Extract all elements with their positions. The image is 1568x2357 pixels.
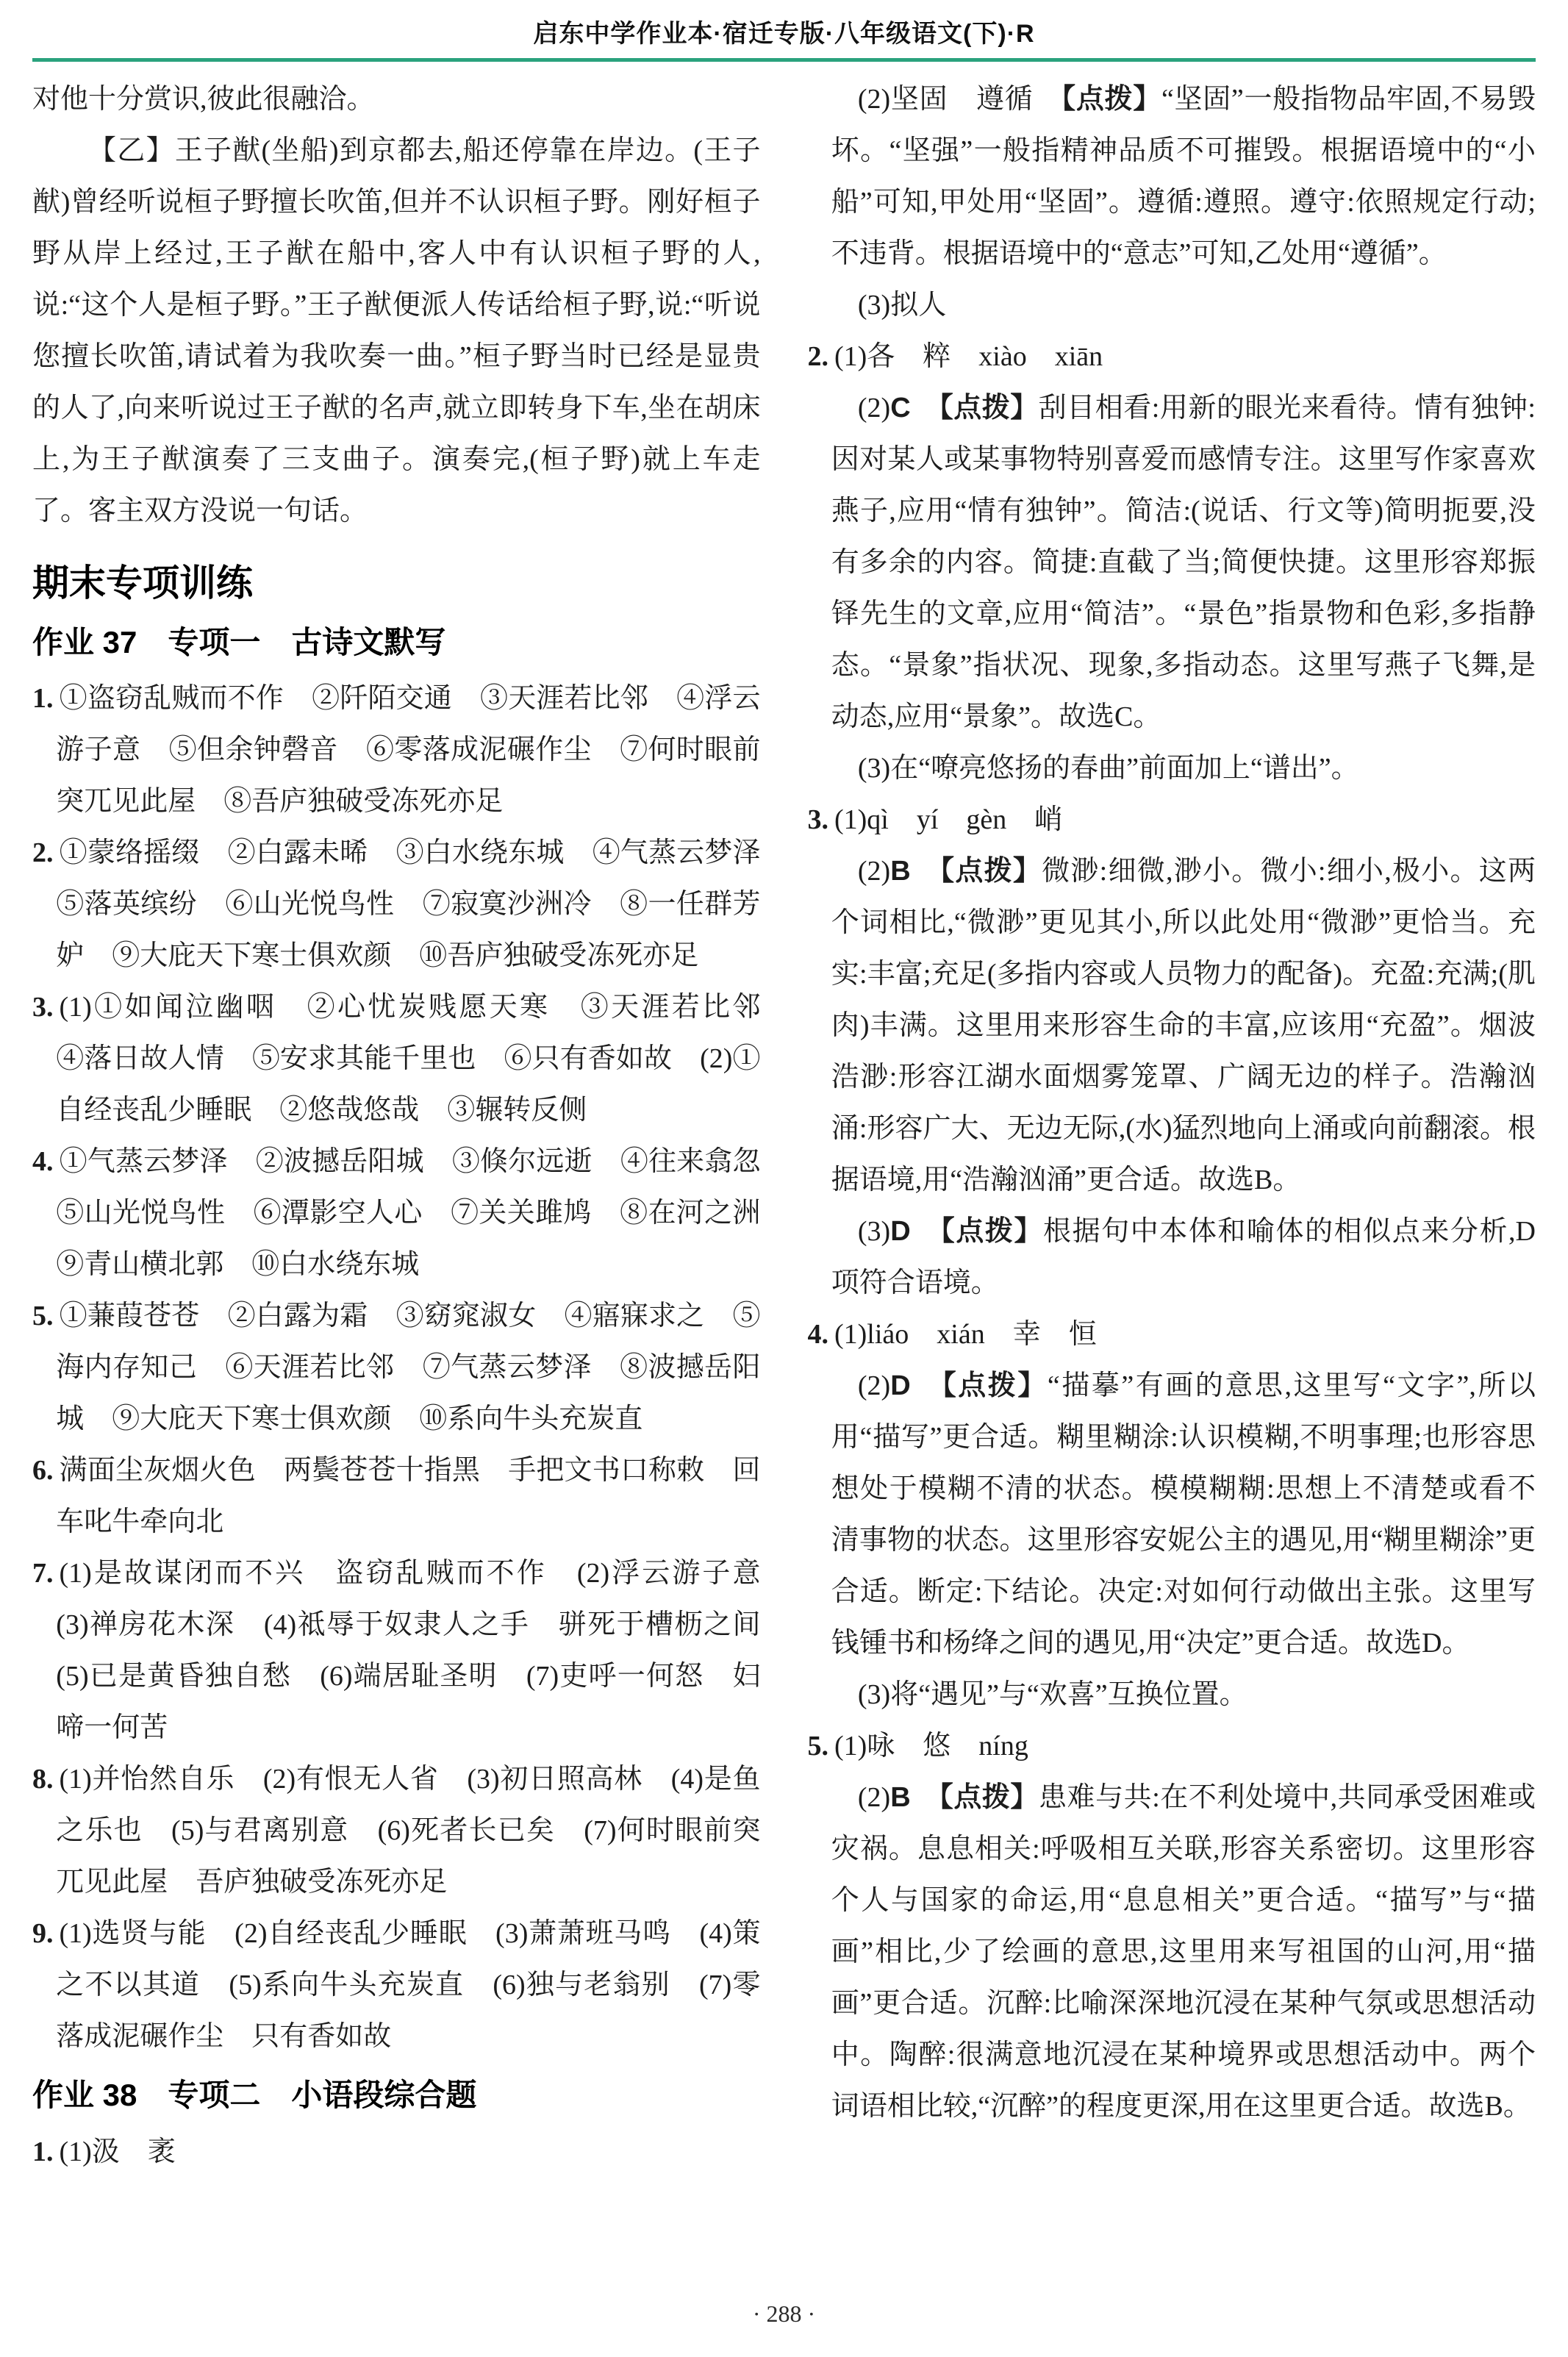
item-number: 4.: [807, 1319, 828, 1350]
answer-item: 9. (1)选贤与能 (2)自经丧乱少睡眠 (3)萧萧班马鸣 (4)策之不以其道 (5)系向牛头充炭直 (6)独与老翁别 (7)零落成泥碾作尘 只有香如故: [32, 1918, 761, 2053]
item-number: 3.: [807, 804, 828, 835]
answer-item: 4. (1)liáo xián 幸 恒: [807, 1319, 1097, 1350]
answer-subitem: (3)拟人: [857, 290, 947, 321]
bold-emphasis: 【点拨】: [939, 393, 1039, 423]
answer-subitem: (2)C 【点拨】刮目相看:用新的眼光来看待。情有独钟:因对某人或某事物特别喜爱而感情专注。这里写作家喜欢燕子,应用“情有独钟”。简洁:(说话、行文等)简明扼要,没有多余的内容。简捷:直截了当;简便快捷。这里形容郑振铎先生的文章,应用“简洁”。“景色”指景物和色彩,多指静态。“景象”指状况、现象,多指动态。这里写燕子飞舞,是动态,应用“景象”。故选C。: [831, 393, 1536, 732]
answer-subitem: (2)坚固 遵循 【点拨】“坚固”一般指物品牢固,不易毁坏。“坚强”一般指精神品质不可摧毁。根据语境中的“小船”可知,甲处用“坚固”。遵循:遵照。遵守:依照规定行动;不违背。根据语境中的“意志”可知,乙处用“遵循”。: [831, 84, 1536, 269]
item-number: 9.: [32, 1918, 54, 1950]
answer-item: 5. ①蒹葭苍苍 ②白露为霜 ③窈窕淑女 ④寤寐求之 ⑤海内存知己 ⑥天涯若比邻 ⑦气蒸云梦泽 ⑧波撼岳阳城 ⑨大庇天下寒士俱欢颜 ⑩系向牛头充炭直: [32, 1301, 761, 1435]
answer-subitem: (2)B 【点拨】微渺:细微,渺小。微小:细小,极小。这两个词相比,“微渺”更见其小,所以此处用“微渺”更恰当。充实:丰富;充足(多指内容或人员物力的配备)。充盈:充满;(肌肉)丰满。这里用来形容生命的丰富,应该用“充盈”。烟波浩渺:形容江湖水面烟雾笼罩、广阔无边的样子。浩瀚汹涌:形容广大、无边无际,(水)猛烈地向上涌或向前翻滚。根据语境,用“浩瀚汹涌”更合适。故选B。: [831, 856, 1536, 1195]
item-number: 5.: [807, 1731, 828, 1762]
item-number: 2.: [807, 341, 828, 372]
header-title: 启东中学作业本·宿迁专版·八年级语文(下)·R: [533, 20, 1035, 48]
page-footer: [0, 2300, 1568, 2328]
item-number: 8.: [32, 1764, 54, 1795]
left-column: [32, 74, 789, 2178]
answer-item: 5. (1)咏 悠 níng: [807, 1731, 1028, 1762]
answer-subitem: (3)在“嘹亮悠扬的春曲”前面加上“谱出”。: [857, 753, 1359, 784]
item-number: 2.: [32, 837, 54, 869]
answer-item: 8. (1)并怡然自乐 (2)有恨无人省 (3)初日照高林 (4)是鱼之乐也 (5)与君离别意 (6)死者长已矣 (7)何时眼前突兀见此屋 吾庐独破受冻死亦足: [32, 1764, 761, 1898]
answer-item: 3. (1)①如闻泣幽咽 ②心忧炭贱愿天寒 ③天涯若比邻 ④落日故人情 ⑤安求其能千里也 ⑥只有香如故 (2)①自经丧乱少睡眠 ②悠哉悠哉 ③辗转反侧: [32, 992, 789, 1126]
section-title: 期末专项训练: [32, 562, 253, 604]
item-number: 1.: [32, 683, 54, 715]
answer-subitem: (3)将“遇见”与“欢喜”互换位置。: [857, 1679, 1247, 1710]
paragraph: 【乙】王子猷(坐船)到京都去,船还停靠在岸边。(王子猷)曾经听说桓子野擅长吹笛,但并不认识桓子野。刚好桓子野从岸上经过,王子猷在船中,客人中有认识桓子野的人,说:“这个人是桓子野。”王子猷便派人传话给桓子野,说:“听说您擅长吹笛,请试着为我吹奏一曲。”桓子野当时已经是显贵的人了,向来听说过王子猷的名声,就立即转身下车,坐在胡床上,为王子猷演奏了三支曲子。演奏完,(桓子野)就上车走了。客主双方没说一句话。: [32, 135, 761, 526]
item-number: 5.: [32, 1301, 54, 1332]
content-columns: [32, 74, 1536, 2178]
item-number: 7.: [32, 1558, 54, 1589]
assignment-title: 作业 38 专项二 小语段综合题: [32, 2078, 477, 2113]
answer-subitem: (2)B 【点拨】患难与共:在不利处境中,共同承受困难或灾祸。息息相关:呼吸相互关联,形容关系密切。这里形容个人与国家的命运,用“息息相关”更合适。“描写”与“描画”相比,少了绘画的意思,这里用来写祖国的山河,用“描画”更合适。沉醉:比喻深深地沉浸在某种气氛或思想活动中。陶醉:很满意地沉浸在某种境界或思想活动中。两个词语相比较,“沉醉”的程度更深,用在这里更合适。故选B。: [831, 1782, 1536, 2122]
answer-item: 1. (1)汲 袤: [32, 2136, 176, 2167]
bold-emphasis: 【点拨】: [942, 1370, 1048, 1401]
item-number: 3.: [32, 992, 54, 1023]
answer-item: 4. ①气蒸云梦泽 ②波撼岳阳城 ③倏尔远逝 ④往来翕忽 ⑤山光悦鸟性 ⑥潭影空人心 ⑦关关雎鸠 ⑧在河之洲 ⑨青山横北郭 ⑩白水绕东城: [32, 1146, 789, 1281]
paragraph: 对他十分赏识,彼此很融洽。: [32, 84, 375, 115]
bold-emphasis: B: [890, 1782, 911, 1813]
right-column: [808, 74, 1536, 2178]
header-rule: [32, 58, 1536, 62]
bold-emphasis: D: [890, 1216, 911, 1247]
page-header: [32, 13, 1536, 62]
answer-item: 2. (1)各 粹 xiào xiān: [807, 341, 1103, 372]
bold-emphasis: 【点拨】: [940, 856, 1042, 887]
answer-item: 6. 满面尘灰烟火色 两鬓苍苍十指黑 手把文书口称敕 回车叱牛牵向北: [32, 1455, 761, 1538]
bold-emphasis: D: [890, 1370, 911, 1401]
answer-item: 1. ①盗窃乱贼而不作 ②阡陌交通 ③天涯若比邻 ④浮云游子意 ⑤但余钟磬音 ⑥零落成泥碾作尘 ⑦何时眼前突兀见此屋 ⑧吾庐独破受冻死亦足: [32, 683, 761, 818]
item-number: 6.: [32, 1455, 54, 1487]
bold-emphasis: 【点拨】: [1062, 84, 1161, 115]
answer-item: 2. ①蒙络摇缀 ②白露未晞 ③白水绕东城 ④气蒸云梦泽 ⑤落英缤纷 ⑥山光悦鸟性 ⑦寂寞沙洲冷 ⑧一任群芳妒 ⑨大庇天下寒士俱欢颜 ⑩吾庐独破受冻死亦足: [32, 837, 789, 972]
answer-subitem: (2)D 【点拨】“描摹”有画的意思,这里写“文字”,所以用“描写”更合适。糊里糊涂:认识模糊,不明事理;也形容思想处于模糊不清的状态。模模糊糊:思想上不清楚或看不清事物的状态。这里形容安妮公主的遇见,用“糊里糊涂”更合适。断定:下结论。决定:对如何行动做出主张。这里写钱锺书和杨绛之间的遇见,用“决定”更合适。故选D。: [831, 1370, 1536, 1659]
answer-subitem: (3)D 【点拨】根据句中本体和喻体的相似点来分析,D项符合语境。: [831, 1216, 1536, 1298]
bold-emphasis: B: [890, 856, 911, 887]
answer-item: 3. (1)qì yí gèn 峭: [807, 804, 1063, 835]
page-number: · 288 ·: [752, 2300, 816, 2327]
bold-emphasis: C: [890, 393, 911, 423]
assignment-title: 作业 37 专项一 古诗文默写: [32, 624, 446, 659]
bold-emphasis: 【点拨】: [939, 1782, 1039, 1813]
bold-emphasis: 【点拨】: [940, 1216, 1044, 1247]
item-number: 4.: [32, 1146, 54, 1178]
answer-item: 7. (1)是故谋闭而不兴 盗窃乱贼而不作 (2)浮云游子意 (3)禅房花木深 (4)祗辱于奴隶人之手 骈死于槽枥之间 (5)已是黄昏独自愁 (6)端居耻圣明 (7)吏呼一何怒 妇啼一何苦: [32, 1558, 789, 1744]
item-number: 1.: [32, 2136, 54, 2167]
